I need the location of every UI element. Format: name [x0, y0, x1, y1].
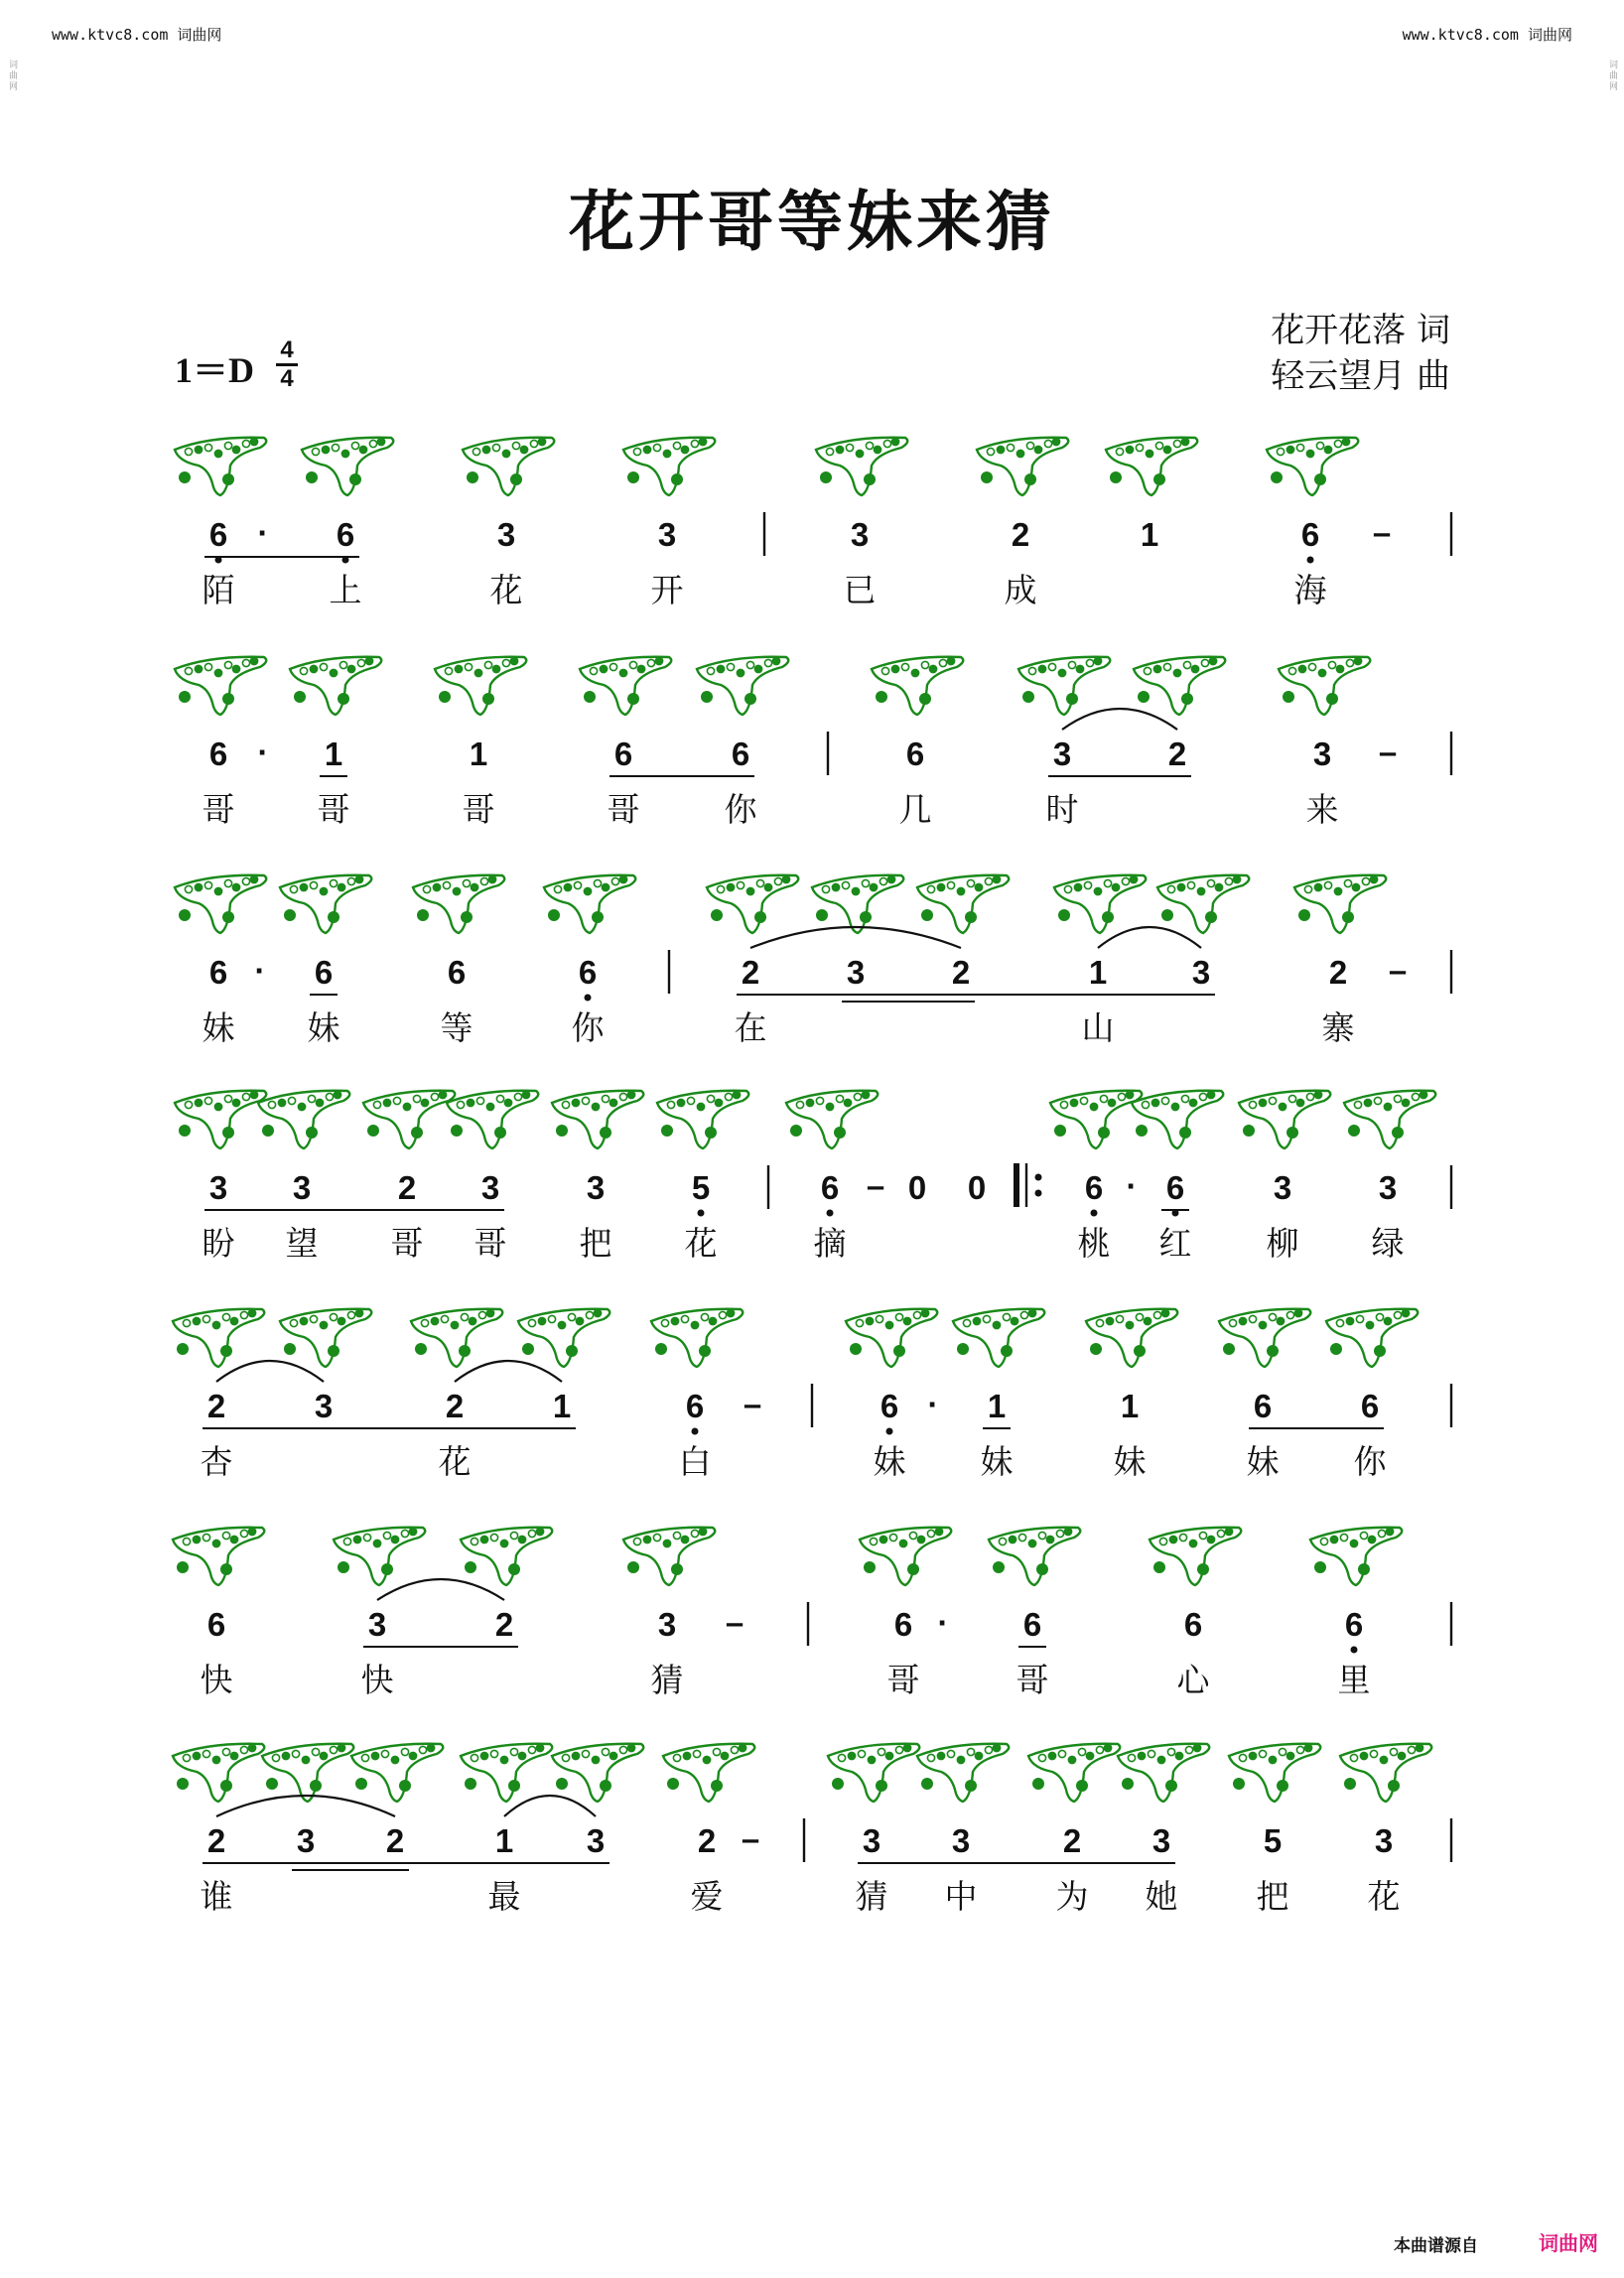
ocarina-fingering-icon	[173, 1744, 264, 1802]
lyric-char: 哥	[474, 1224, 507, 1263]
note-numeral: 3	[657, 516, 677, 553]
ocarina-fingering-icon	[1132, 1091, 1223, 1148]
note-numeral: 6	[1022, 1606, 1042, 1643]
note-numeral: 3	[1151, 1822, 1171, 1859]
ocarina-fingering-icon	[1340, 1744, 1431, 1802]
rhythm-symbol: –	[725, 1604, 744, 1641]
note-numeral: 3	[586, 1822, 606, 1859]
time-signature-top: 4	[280, 336, 294, 363]
ocarina-fingering-icon	[917, 1744, 1009, 1802]
note-numeral: 3	[586, 1169, 606, 1206]
ocarina-fingering-icon	[1229, 1744, 1320, 1802]
ocarina-fingering-icon	[175, 657, 266, 715]
note-numeral: 6	[206, 1606, 226, 1643]
composer-credit: 轻云望月 曲	[1271, 356, 1450, 396]
low-octave-dot	[827, 1210, 834, 1217]
song-title: 花开哥等妹来猜	[569, 183, 1055, 260]
note-numeral: 2	[1167, 736, 1187, 772]
lyric-char: 摘	[813, 1224, 847, 1263]
lyric-char: 哥	[202, 790, 235, 829]
slur	[377, 1579, 504, 1600]
note-numeral: 1	[494, 1822, 514, 1859]
note-numeral: 1	[324, 736, 343, 772]
lyric-char: 妹	[1113, 1442, 1147, 1481]
ocarina-fingering-icon	[697, 657, 788, 715]
note-numeral: 3	[496, 516, 516, 553]
note-numeral: 1	[1088, 954, 1108, 991]
ocarina-fingering-icon	[816, 438, 907, 495]
note-numeral: 2	[397, 1169, 417, 1206]
note-numeral: 3	[292, 1169, 312, 1206]
low-octave-dot	[698, 1210, 705, 1217]
ocarina-fingering-icon	[461, 1744, 552, 1802]
note-numeral: 2	[1011, 516, 1030, 553]
note-numeral: 1	[552, 1388, 572, 1424]
note-numeral: 3	[1052, 736, 1072, 772]
low-octave-dot	[1091, 1210, 1098, 1217]
low-octave-dot	[886, 1428, 893, 1435]
ocarina-fingering-icon	[707, 875, 798, 933]
lyric-char: 望	[285, 1224, 319, 1263]
note-numeral: 2	[206, 1388, 226, 1424]
ocarina-fingering-icon	[518, 1309, 609, 1367]
lyric-char: 白	[678, 1442, 712, 1481]
ocarina-fingering-icon	[953, 1309, 1044, 1367]
ocarina-fingering-icon	[623, 1528, 715, 1585]
ocarina-fingering-icon	[1279, 657, 1370, 715]
lyric-char: 把	[1256, 1877, 1289, 1916]
note-numeral: 6	[314, 954, 334, 991]
lyricist-credit: 花开花落 词	[1271, 311, 1450, 350]
ocarina-fingering-icon	[580, 657, 671, 715]
ocarina-fingering-icon	[657, 1091, 748, 1148]
slur	[216, 1361, 324, 1382]
low-octave-dot	[585, 995, 592, 1002]
low-octave-dot	[1307, 557, 1314, 564]
slur	[504, 1796, 596, 1816]
ocarina-fingering-icon	[846, 1309, 937, 1367]
note-numeral: 6	[893, 1606, 913, 1643]
rhythm-symbol: –	[1388, 952, 1408, 989]
note-numeral: 2	[1328, 954, 1348, 991]
lyric-char: 成	[1004, 571, 1037, 609]
rhythm-symbol: ·	[257, 514, 269, 551]
repeat-dot	[1035, 1174, 1042, 1181]
ocarina-fingering-icon	[1054, 875, 1146, 933]
note-numeral: 6	[208, 736, 228, 772]
note-numeral: 6	[1165, 1169, 1185, 1206]
note-numeral: 2	[741, 954, 760, 991]
lyric-char: 快	[200, 1661, 233, 1699]
ocarina-fingering-icon	[351, 1744, 443, 1802]
note-numeral: 5	[1263, 1822, 1283, 1859]
ocarina-fingering-icon	[302, 438, 393, 495]
lyric-char: 猜	[855, 1877, 888, 1916]
lyric-char: 等	[440, 1008, 474, 1047]
lyric-char: 你	[724, 790, 757, 829]
lyric-char: 妹	[202, 1008, 235, 1047]
note-numeral: 2	[697, 1822, 717, 1859]
rhythm-symbol: –	[1372, 514, 1392, 551]
note-numeral: 6	[613, 736, 633, 772]
key-signature: 1＝D	[175, 350, 254, 390]
site-header-right: www.ktvc8.com 词曲网	[1402, 26, 1572, 44]
note-numeral: 3	[208, 1169, 228, 1206]
note-numeral: 6	[685, 1388, 705, 1424]
ocarina-fingering-icon	[1239, 1091, 1330, 1148]
note-numeral: 6	[1344, 1606, 1364, 1643]
lyric-char: 把	[579, 1224, 612, 1263]
ocarina-fingering-icon	[623, 438, 715, 495]
ocarina-fingering-icon	[173, 1309, 264, 1367]
note-numeral: 3	[862, 1822, 881, 1859]
ocarina-fingering-icon	[1157, 875, 1249, 933]
ocarina-fingering-icon	[989, 1528, 1080, 1585]
lyric-char: 你	[571, 1008, 605, 1047]
lyric-char: 最	[487, 1877, 521, 1916]
note-numeral: 6	[1183, 1606, 1203, 1643]
lyric-char: 杏	[200, 1442, 233, 1481]
note-numeral: 6	[905, 736, 925, 772]
note-numeral: 3	[480, 1169, 500, 1206]
lyric-char: 盼	[202, 1224, 235, 1263]
ocarina-fingering-icon	[917, 875, 1009, 933]
ocarina-fingering-icon	[1050, 1091, 1142, 1148]
time-signature-bottom: 4	[280, 365, 294, 392]
ocarina-fingering-icon	[786, 1091, 878, 1148]
slur	[1062, 709, 1177, 730]
lyric-char: 里	[1337, 1661, 1371, 1699]
note-numeral: 6	[1300, 516, 1320, 553]
ocarina-fingering-icon	[461, 1528, 552, 1585]
repeat-dot	[1035, 1190, 1042, 1197]
note-numeral: 2	[1062, 1822, 1082, 1859]
ocarina-fingering-icon	[552, 1091, 643, 1148]
note-numeral: 2	[385, 1822, 405, 1859]
lyric-char: 妹	[307, 1008, 340, 1047]
lyric-char: 绿	[1371, 1224, 1405, 1263]
rhythm-symbol: ·	[254, 952, 266, 989]
note-numeral: 2	[445, 1388, 465, 1424]
ocarina-fingering-icon	[173, 1528, 264, 1585]
note-numeral: 5	[691, 1169, 711, 1206]
ocarina-fingering-icon	[1018, 657, 1110, 715]
note-numeral: 3	[1191, 954, 1211, 991]
ocarina-fingering-icon	[290, 657, 381, 715]
note-numeral: 1	[1120, 1388, 1140, 1424]
note-numeral: 3	[850, 516, 870, 553]
ocarina-fingering-icon	[1294, 875, 1386, 933]
rhythm-symbol: ·	[937, 1604, 949, 1641]
side-watermark-text: 词曲网	[1607, 60, 1617, 92]
note-numeral: 6	[1084, 1169, 1104, 1206]
ocarina-fingering-icon	[175, 438, 266, 495]
ocarina-fingering-icon	[1028, 1744, 1120, 1802]
lyric-char: 哥	[1015, 1661, 1049, 1699]
lyric-char: 花	[684, 1224, 718, 1263]
lyric-char: 妹	[873, 1442, 906, 1481]
lyric-char: 陌	[202, 571, 235, 609]
note-numeral: 6	[208, 516, 228, 553]
note-numeral: 0	[907, 1169, 927, 1206]
ocarina-fingering-icon	[651, 1309, 743, 1367]
lyric-char: 哥	[886, 1661, 920, 1699]
rhythm-symbol: ·	[927, 1386, 939, 1422]
slur	[455, 1361, 562, 1382]
note-numeral: 6	[1360, 1388, 1380, 1424]
ocarina-fingering-icon	[872, 657, 963, 715]
ocarina-fingering-icon	[1106, 438, 1197, 495]
note-numeral: 3	[951, 1822, 971, 1859]
lyric-char: 哥	[317, 790, 350, 829]
note-numeral: 2	[206, 1822, 226, 1859]
ocarina-fingering-icon	[334, 1528, 425, 1585]
lyric-char: 花	[438, 1442, 472, 1481]
slur	[1098, 927, 1201, 948]
ocarina-fingering-icon	[463, 438, 554, 495]
note-numeral: 1	[987, 1388, 1007, 1424]
ocarina-fingering-icon	[1219, 1309, 1310, 1367]
lyric-char: 在	[734, 1008, 767, 1047]
note-numeral: 3	[367, 1606, 387, 1643]
lyric-char: 为	[1055, 1877, 1089, 1916]
ocarina-fingering-icon	[413, 875, 504, 933]
rhythm-symbol: –	[743, 1386, 762, 1422]
ocarina-fingering-icon	[1086, 1309, 1177, 1367]
note-numeral: 3	[846, 954, 866, 991]
ocarina-fingering-icon	[175, 1091, 266, 1148]
lyric-char: 柳	[1266, 1224, 1299, 1263]
low-octave-dot	[692, 1428, 699, 1435]
note-numeral: 6	[447, 954, 467, 991]
ocarina-fingering-icon	[1310, 1528, 1402, 1585]
note-numeral: 6	[820, 1169, 840, 1206]
slur	[216, 1796, 395, 1816]
note-numeral: 3	[1312, 736, 1332, 772]
ocarina-fingering-icon	[1267, 438, 1358, 495]
lyric-char: 中	[944, 1877, 978, 1916]
lyric-char: 上	[329, 571, 362, 609]
low-octave-dot	[1351, 1647, 1358, 1654]
note-numeral: 2	[494, 1606, 514, 1643]
ocarina-fingering-icon	[1118, 1744, 1209, 1802]
lyric-char: 花	[1367, 1877, 1401, 1916]
lyric-char: 她	[1145, 1877, 1178, 1916]
ocarina-fingering-icon	[1344, 1091, 1435, 1148]
lyric-char: 红	[1158, 1224, 1192, 1263]
lyric-char: 时	[1045, 790, 1079, 829]
ocarina-fingering-icon	[280, 875, 371, 933]
note-numeral: 6	[1253, 1388, 1273, 1424]
lyric-char: 花	[489, 571, 523, 609]
ocarina-fingering-icon	[552, 1744, 643, 1802]
rhythm-symbol: ·	[1126, 1167, 1138, 1204]
lyric-char: 海	[1293, 571, 1327, 609]
lyric-char: 哥	[607, 790, 640, 829]
ocarina-fingering-icon	[447, 1091, 538, 1148]
note-numeral: 3	[657, 1606, 677, 1643]
site-header-left: www.ktvc8.com 词曲网	[52, 26, 222, 44]
lyric-char: 妹	[980, 1442, 1014, 1481]
source-label: 本曲谱源自	[1394, 2236, 1478, 2256]
ocarina-fingering-icon	[828, 1744, 919, 1802]
rhythm-symbol: –	[866, 1167, 885, 1204]
note-numeral: 6	[578, 954, 598, 991]
lyric-char: 桃	[1077, 1224, 1111, 1263]
note-numeral: 3	[1273, 1169, 1292, 1206]
rhythm-symbol: –	[741, 1820, 760, 1857]
ocarina-fingering-icon	[1150, 1528, 1241, 1585]
ocarina-fingering-icon	[977, 438, 1068, 495]
brand-logo: 词曲网	[1539, 2231, 1598, 2255]
ocarina-fingering-icon	[435, 657, 526, 715]
lyric-char: 开	[650, 571, 684, 609]
ocarina-fingering-icon	[175, 875, 266, 933]
ocarina-fingering-icon	[411, 1309, 502, 1367]
ocarina-fingering-icon	[363, 1091, 455, 1148]
lyric-char: 哥	[390, 1224, 424, 1263]
lyric-char: 妹	[1246, 1442, 1280, 1481]
rhythm-symbol: –	[1378, 734, 1398, 770]
lyric-char: 已	[843, 571, 877, 609]
ocarina-fingering-icon	[1326, 1309, 1418, 1367]
lyric-char: 谁	[200, 1877, 233, 1916]
lyric-char: 你	[1353, 1442, 1387, 1481]
lyric-char: 心	[1176, 1661, 1210, 1699]
lyric-char: 猜	[650, 1661, 684, 1699]
lyric-char: 来	[1305, 790, 1339, 829]
note-numeral: 6	[336, 516, 355, 553]
note-numeral: 0	[967, 1169, 987, 1206]
ocarina-fingering-icon	[860, 1528, 951, 1585]
note-numeral: 6	[731, 736, 750, 772]
ocarina-fingering-icon	[258, 1091, 349, 1148]
ocarina-fingering-icon	[1134, 657, 1225, 715]
ocarina-fingering-icon	[663, 1744, 754, 1802]
note-numeral: 3	[314, 1388, 334, 1424]
lyric-char: 几	[898, 790, 932, 829]
note-numeral: 3	[1378, 1169, 1398, 1206]
slur	[750, 927, 961, 948]
note-numeral: 6	[208, 954, 228, 991]
ocarina-fingering-icon	[812, 875, 903, 933]
note-numeral: 1	[1140, 516, 1159, 553]
note-numeral: 1	[469, 736, 488, 772]
rhythm-symbol: ·	[257, 734, 269, 770]
note-numeral: 3	[296, 1822, 316, 1859]
note-numeral: 2	[951, 954, 971, 991]
ocarina-fingering-icon	[262, 1744, 353, 1802]
lyric-char: 爱	[690, 1877, 724, 1916]
lyric-char: 哥	[462, 790, 495, 829]
note-numeral: 6	[880, 1388, 899, 1424]
note-numeral: 3	[1374, 1822, 1394, 1859]
lyric-char: 寨	[1321, 1008, 1355, 1047]
ocarina-fingering-icon	[280, 1309, 371, 1367]
lyric-char: 山	[1081, 1008, 1115, 1047]
side-watermark-text: 词曲网	[7, 60, 17, 92]
lyric-char: 快	[360, 1661, 394, 1699]
ocarina-fingering-icon	[544, 875, 635, 933]
